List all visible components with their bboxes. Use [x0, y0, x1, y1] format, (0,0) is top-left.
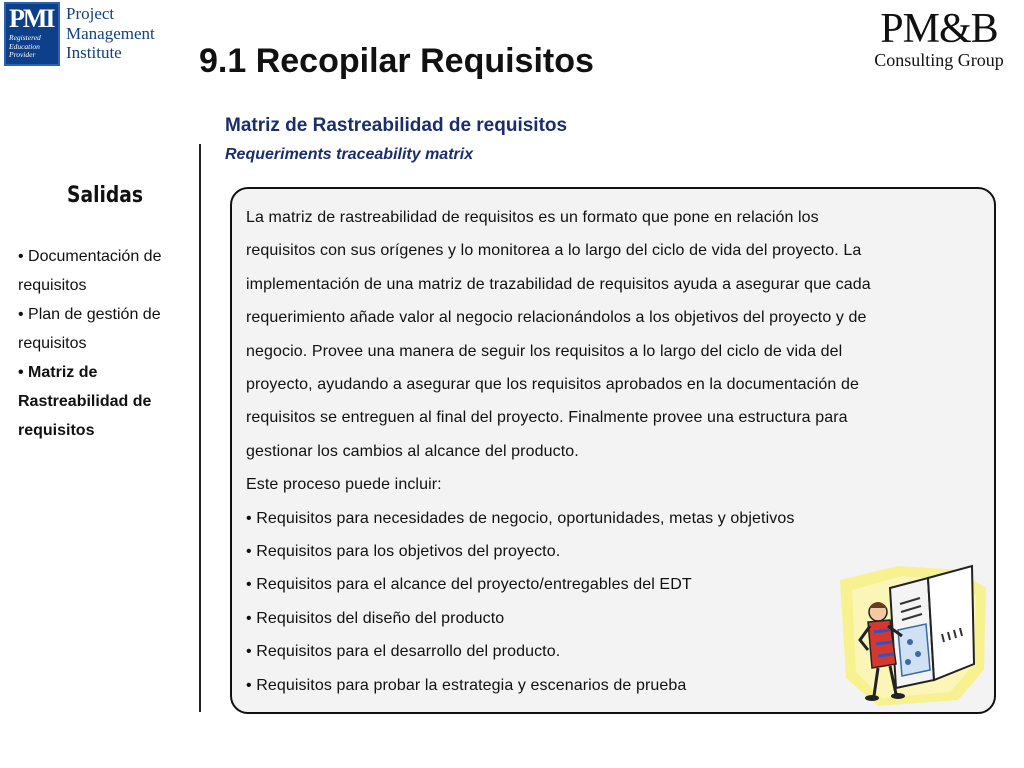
outputs-list-line: requisitos — [18, 335, 87, 352]
body-line: requisitos se entreguen al final del proyecto. Finalmente provee una estructura para — [246, 409, 848, 427]
body-line: implementación de una matriz de trazabilidad de requisitos ayuda a asegurar que cada — [246, 275, 871, 293]
outputs-list-line: requisitos — [18, 277, 87, 294]
sidebar-heading: Salidas — [66, 183, 144, 208]
pmi-name-line: Project — [66, 4, 115, 23]
bullet-line: • Requisitos para probar la estrategia y escenarios de prueba — [246, 676, 687, 694]
body-line: requisitos con sus orígenes y lo monitorea a lo largo del ciclo de vida del proyecto. La — [246, 242, 862, 260]
pmi-registered-line: Provider — [9, 50, 36, 59]
outputs-list-line-highlighted: requisitos — [18, 422, 95, 439]
outputs-list — [18, 242, 196, 445]
body-line: requerimiento añade valor al negocio relacionándolos a los objetivos del proyecto y de — [246, 309, 867, 327]
outputs-list-line-highlighted: • Matriz de — [18, 364, 98, 381]
pmi-name-line: Institute — [66, 43, 122, 62]
pmi-mark-letters: PMI — [9, 4, 54, 33]
pmb-logo — [864, 8, 1014, 70]
outputs-list-line: • Plan de gestión de — [18, 306, 161, 323]
body-line: negocio. Provee una manera de seguir los requisitos a lo largo del ciclo de vida del — [246, 342, 843, 360]
pmb-logo-tagline: Consulting Group — [874, 50, 1004, 70]
pmi-registered-line: Education — [9, 41, 40, 51]
pmi-mark — [4, 2, 60, 66]
bullet-line: • Requisitos para el desarrollo del producto. — [246, 643, 561, 661]
body-line: gestionar los cambios al alcance del producto. — [246, 442, 579, 460]
section-subtitle-english: Requeriments traceability matrix — [225, 146, 474, 163]
section-subtitle: Matriz de Rastreabilidad de requisitos — [225, 115, 568, 136]
pmi-name-line: Management — [66, 23, 155, 43]
pmi-logo — [4, 2, 155, 68]
outputs-list-line: • Documentación de — [18, 248, 162, 265]
outputs-list-line-highlighted: Rastreabilidad de — [18, 393, 152, 410]
pmi-registered-line: Registered — [9, 33, 41, 42]
body-line: Este proceso puede incluir: — [246, 476, 442, 494]
pmi-name — [66, 4, 155, 63]
bullet-line: • Requisitos para el alcance del proyecto/entregables del EDT — [246, 576, 692, 594]
body-line: La matriz de rastreabilidad de requisitos es un formato que pone en relación los — [246, 209, 819, 226]
pmb-logo-name: PM&B — [880, 6, 998, 52]
page-title: 9.1 Recopilar Requisitos — [199, 42, 594, 80]
pmi-registered-text — [9, 34, 41, 60]
bullet-line: • Requisitos para los objetivos del proyecto. — [246, 543, 561, 561]
body-line: proyecto, ayudando a asegurar que los requisitos aprobados en la documentación de — [246, 376, 859, 394]
vertical-divider — [199, 144, 201, 712]
bullet-line: • Requisitos del diseño del producto — [246, 609, 505, 627]
bullet-line: • Requisitos para necesidades de negocio, oportunidades, metas y objetivos — [246, 509, 795, 527]
person-reading-document-icon — [838, 560, 988, 708]
